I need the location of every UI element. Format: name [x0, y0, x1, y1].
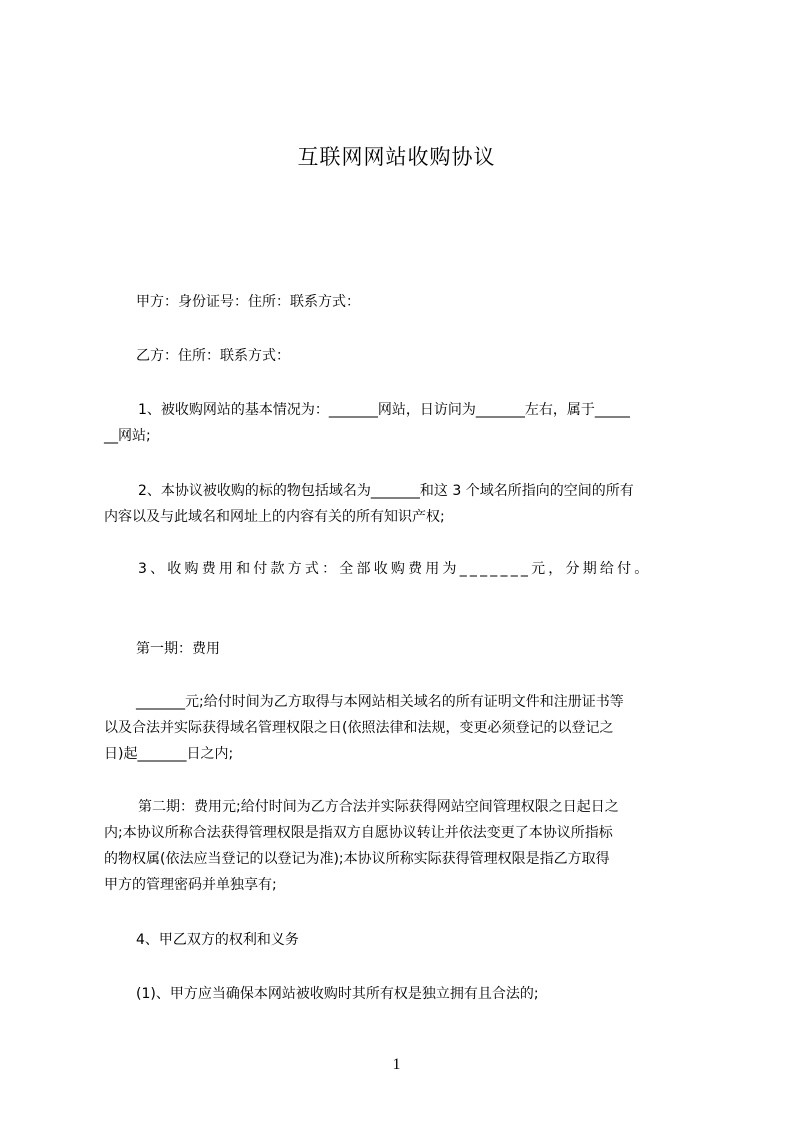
clause-4-heading: 4、甲乙双方的权利和义务	[136, 932, 299, 948]
clause-2-line-2: 内容以及与此域名和网址上的内容有关的所有知识产权;	[104, 509, 445, 525]
clause-3-line-1: 3、收购费用和付款方式：全部收购费用为_______元，分期给付。	[138, 561, 652, 577]
phase-1-line-3: 日)起_______日之内;	[104, 746, 234, 762]
phase-1-line-1: _______元;给付时间为乙方取得与本网站相关域名的所有证明文件和注册证书等	[136, 694, 624, 710]
phase-2-line-3: 的物权属(依法应当登记的以登记为准);本协议所称实际获得管理权限是指乙方取得	[104, 851, 610, 867]
phase-2-line-2: 内;本协议所称合法获得管理权限是指双方自愿协议转让并依法变更了本协议所指标	[104, 825, 613, 841]
phase-2-line-1: 第二期：费用元;给付时间为乙方合法并实际获得网站空间管理权限之日起日之	[138, 799, 619, 815]
document-title: 互联网网站收购协议	[297, 145, 496, 169]
party-b-line: 乙方：住所：联系方式：	[136, 348, 290, 364]
page-number: 1	[392, 1056, 401, 1073]
party-a-line: 甲方：身份证号：住所：联系方式：	[136, 294, 360, 310]
phase-1-line-2: 以及合法并实际获得域名管理权限之日(依照法律和法规，变更必须登记的以登记之	[104, 720, 614, 736]
phase-1-heading: 第一期：费用	[136, 641, 220, 657]
clause-1-line-2: __网站;	[104, 428, 151, 444]
clause-2-line-1: 2、本协议被收购的标的物包括域名为_______和这 3 个域名所指向的空间的所有	[138, 483, 634, 499]
clause-4-item-1: (1)、甲方应当确保本网站被收购时其所有权是独立拥有且合法的;	[136, 986, 539, 1002]
phase-2-line-4: 甲方的管理密码并单独享有;	[104, 877, 277, 893]
clause-1-line-1: 1、被收购网站的基本情况为：_______网站，日访问为_______左右，属于_____	[138, 402, 630, 418]
